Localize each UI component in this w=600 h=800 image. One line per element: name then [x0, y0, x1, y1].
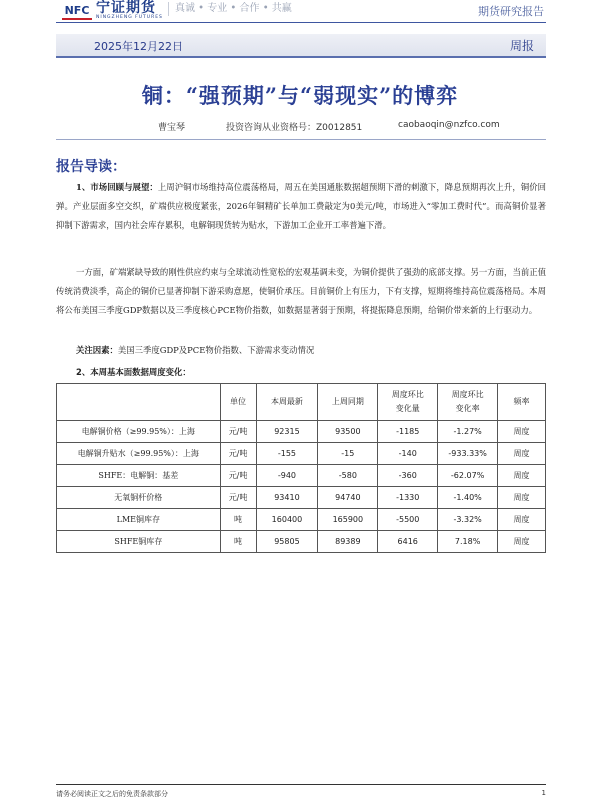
row-name: SHFE铜库存 [57, 531, 221, 553]
row-frequency: 周度 [498, 487, 546, 509]
logo-cn-text: 宁证期货 [96, 0, 156, 17]
row-frequency: 周度 [498, 421, 546, 443]
row-prev: 93500 [318, 421, 378, 443]
row-latest: -940 [256, 465, 318, 487]
table-row [57, 487, 546, 509]
row-name: 电解铜升贴水（≥99.95%）：上海 [57, 443, 221, 465]
logo-mark: NFC [62, 2, 92, 20]
table-row [57, 421, 546, 443]
author-email[interactable]: caobaoqin@nzfco.com [398, 120, 500, 130]
row-name: LME铜库存 [57, 509, 221, 531]
report-date: 2025年12月22日 [94, 40, 183, 53]
row-unit: 元/吨 [220, 421, 256, 443]
row-unit: 吨 [220, 509, 256, 531]
table-header-cell: 本周最新 [256, 384, 318, 421]
row-change-pct: -3.32% [438, 509, 498, 531]
row-change: -5500 [378, 509, 438, 531]
table-header-cell: 频率 [498, 384, 546, 421]
row-latest: 160400 [256, 509, 318, 531]
author-certificate: 投资咨询从业资格号：Z0012851 [226, 123, 363, 133]
row-unit: 元/吨 [220, 465, 256, 487]
paragraph-body: 上周沪铜市场维持高位震荡格局，周五在美国通胀数据超预期下滑的刺激下，降息预期再次上升，铜价回弹。产业层面多空交织，矿端供应极度紧张，2026年铜精矿长单加工费敲定为0美元/吨，市场进入“零加工费时代”。而高铜价显著抑制下游需求，国内社会库存累积，电解铜现货转为贴水，下游加工企业开工率普遍下滑。 [56, 182, 547, 230]
row-change-pct: -1.27% [438, 421, 498, 443]
row-change: 6416 [378, 531, 438, 553]
row-frequency: 周度 [498, 443, 546, 465]
footer-divider [56, 784, 546, 785]
company-logo [62, 0, 163, 22]
summary-paragraph-2: 一方面，矿端紧缺导致的刚性供应约束与全球流动性宽松的宏观基调未变，为铜价提供了强劲的底部支撑。另一方面，当前正值传统消费淡季，高企的铜价已显著抑制下游采购意愿，使铜价承压。目前铜价上有压力，下有支撑，短期将维持高位震荡格局。本周将公布美国三季度GDP数据以及三季度核心PCE物价指数，如数据显著弱于预期，将提振降息预期，给铜价带来新的上行驱动力。 [56, 267, 546, 315]
row-change-pct: -62.07% [438, 465, 498, 487]
page-header [0, 0, 600, 22]
row-prev: 89389 [318, 531, 378, 553]
logo-en-text: NINGZHENG FUTURES [96, 15, 163, 21]
summary-paragraph-1 [56, 178, 546, 235]
row-latest: -155 [256, 443, 318, 465]
row-prev: -15 [318, 443, 378, 465]
row-change: -140 [378, 443, 438, 465]
table-header-cell: 单位 [220, 384, 256, 421]
table-row [57, 531, 546, 553]
row-frequency: 周度 [498, 509, 546, 531]
table-header-cell: 周度环比 变化率 [438, 384, 498, 421]
table-heading: 2、本周基本面数据周度变化： [76, 367, 191, 377]
page-number: 1 [541, 789, 546, 797]
author-name: 曹宝琴 [158, 123, 186, 133]
row-frequency: 周度 [498, 465, 546, 487]
footer-disclaimer: 请务必阅读正文之后的免责条款部分 [56, 790, 168, 798]
row-unit: 元/吨 [220, 487, 256, 509]
row-name: 无氧铜杆价格 [57, 487, 221, 509]
table-header-cell: 上周同期 [318, 384, 378, 421]
row-unit: 元/吨 [220, 443, 256, 465]
company-slogan: 真诚 • 专业 • 合作 • 共赢 [168, 2, 292, 16]
row-frequency: 周度 [498, 531, 546, 553]
date-band [56, 34, 546, 58]
header-divider [56, 22, 546, 23]
row-prev: 165900 [318, 509, 378, 531]
row-prev: -580 [318, 465, 378, 487]
report-title: 铜：“强预期”与“弱现实”的博弈 [141, 83, 459, 108]
row-change: -360 [378, 465, 438, 487]
focus-lead: 关注因素： [76, 345, 118, 355]
report-frequency-label: 周报 [509, 39, 534, 53]
title-divider [56, 139, 546, 140]
row-latest: 95805 [256, 531, 318, 553]
table-row [57, 465, 546, 487]
focus-factors [76, 344, 314, 356]
report-type: 期货研究报告 [478, 5, 544, 18]
row-change-pct: 7.18% [438, 531, 498, 553]
row-latest: 93410 [256, 487, 318, 509]
table-header-row [57, 384, 546, 421]
fundamentals-table [56, 383, 546, 553]
table-row [57, 509, 546, 531]
section-heading: 报告导读： [56, 159, 126, 175]
row-unit: 吨 [220, 531, 256, 553]
table-row [57, 443, 546, 465]
row-change-pct: -933.33% [438, 443, 498, 465]
focus-body: 美国三季度GDP及PCE物价指数、下游需求变动情况 [117, 345, 315, 355]
row-prev: 94740 [318, 487, 378, 509]
row-change: -1330 [378, 487, 438, 509]
row-change: -1185 [378, 421, 438, 443]
table-header-cell [57, 384, 221, 421]
table-header-cell: 周度环比 变化量 [378, 384, 438, 421]
paragraph-lead: 1、市场回顾与展望： [76, 182, 158, 192]
row-change-pct: -1.40% [438, 487, 498, 509]
row-name: 电解铜价格（≥99.95%）：上海 [57, 421, 221, 443]
row-name: SHFE：电解铜：基差 [57, 465, 221, 487]
row-latest: 92315 [256, 421, 318, 443]
